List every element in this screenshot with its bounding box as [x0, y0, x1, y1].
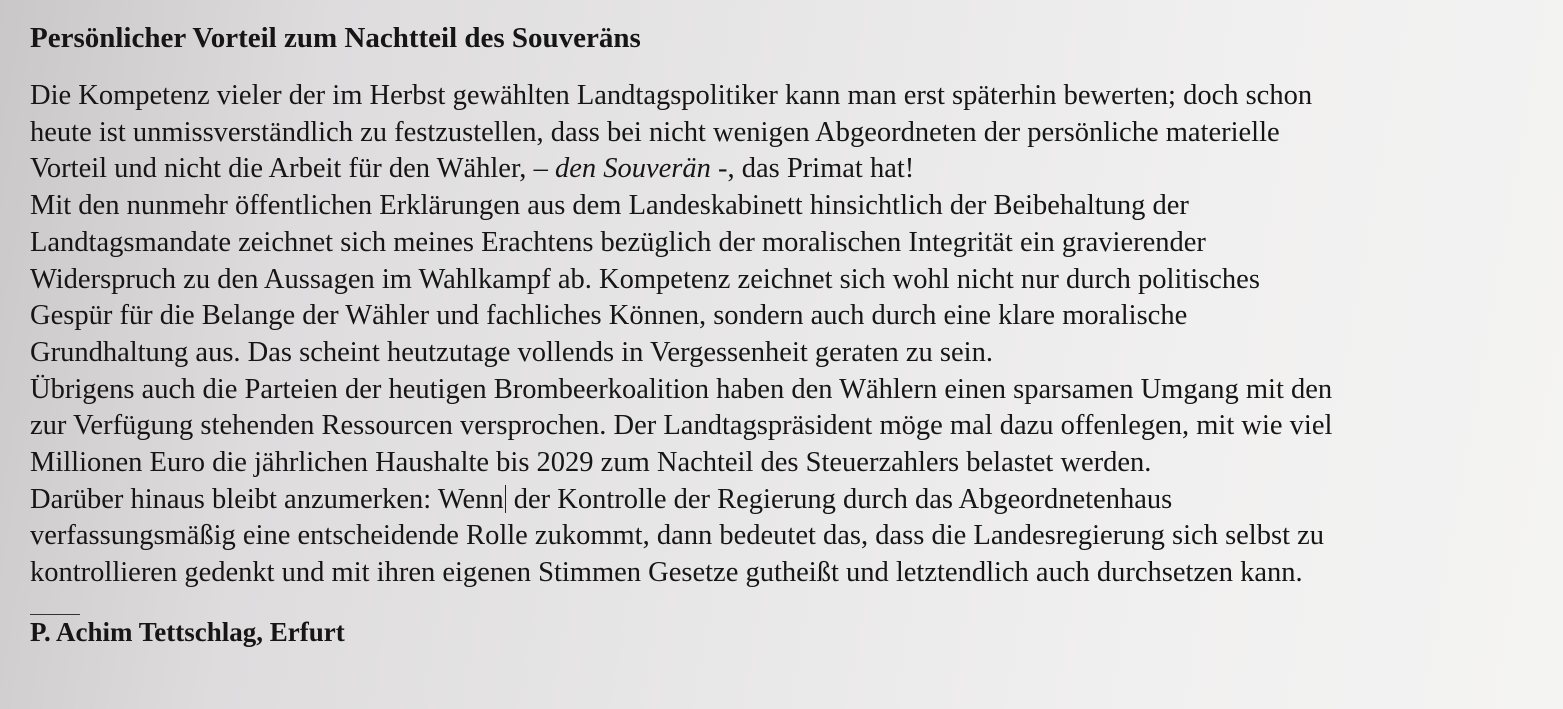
text-line: Millionen Euro die jährlichen Haushalte bis 2029 zum Nachteil des Steuerzahlers belastet werden.: [30, 447, 1152, 479]
signature: P. Achim Tettschlag, Erfurt: [30, 616, 345, 647]
text-line: [30, 151, 1533, 188]
text-line: verfassungsmäßig eine entscheidende Rolle zukommt, dann bedeutet das, dass die Landesregierung sich selbst zu: [30, 520, 1325, 552]
text-line: Mit den nunmehr öffentlichen Erklärungen aus dem Landeskabinett hinsichtlich der Beibehaltung der: [30, 190, 1189, 222]
text-line: zur Verfügung stehenden Ressourcen versprochen. Der Landtagspräsident möge mal dazu offenlegen, mit wie viel: [30, 410, 1333, 442]
text-cursor: [505, 485, 506, 513]
text-line: heute ist unmissverständlich zu festzustellen, dass bei nicht wenigen Abgeordneten der persönliche materielle: [30, 116, 1280, 148]
paragraph-1: [30, 78, 1533, 188]
text-segment: der Kontrolle der Regierung durch das Abgeordnetenhaus: [506, 483, 1173, 515]
text-line: Landtagsmandate zeichnet sich meines Erachtens bezüglich der moralischen Integrität ein gravierender: [30, 226, 1206, 258]
text-line: Gespür für die Belange der Wähler und fachliches Können, sondern auch durch eine klare moralische: [30, 300, 1188, 332]
text-line: [30, 482, 1533, 519]
text-line: Die Kompetenz vieler der im Herbst gewählten Landtagspolitiker kann man erst späterhin bewerten; doch schon: [30, 80, 1313, 111]
text-line: Übrigens auch die Parteien der heutigen Brombeerkoalition haben den Wählern einen sparsamen Umgang mit den: [30, 373, 1333, 405]
text-segment: , das Primat hat!: [727, 153, 915, 185]
paragraph-2: [30, 188, 1533, 372]
letter-body[interactable]: [30, 78, 1533, 592]
letter-title: Persönlicher Vorteil zum Nachtteil des Souveräns: [30, 22, 641, 54]
text-segment: Darüber hinaus bleibt anzumerken: Wenn: [30, 483, 504, 515]
text-line: kontrollieren gedenkt und mit ihren eigenen Stimmen Gesetze gutheißt und letztendlich auch durchsetzen kann.: [30, 557, 1303, 589]
paragraph-4: [30, 482, 1533, 592]
paragraph-3: [30, 372, 1533, 482]
text-segment: Vorteil und nicht die Arbeit für den Wähler,: [30, 153, 534, 185]
italic-segment: – den Souverän -: [533, 153, 728, 185]
text-line: Widerspruch zu den Aussagen im Wahlkampf ab. Kompetenz zeichnet sich wohl nicht nur durch politisches: [30, 263, 1260, 295]
text-line: Grundhaltung aus. Das scheint heutzutage vollends in Vergessenheit geraten zu sein.: [30, 336, 993, 368]
